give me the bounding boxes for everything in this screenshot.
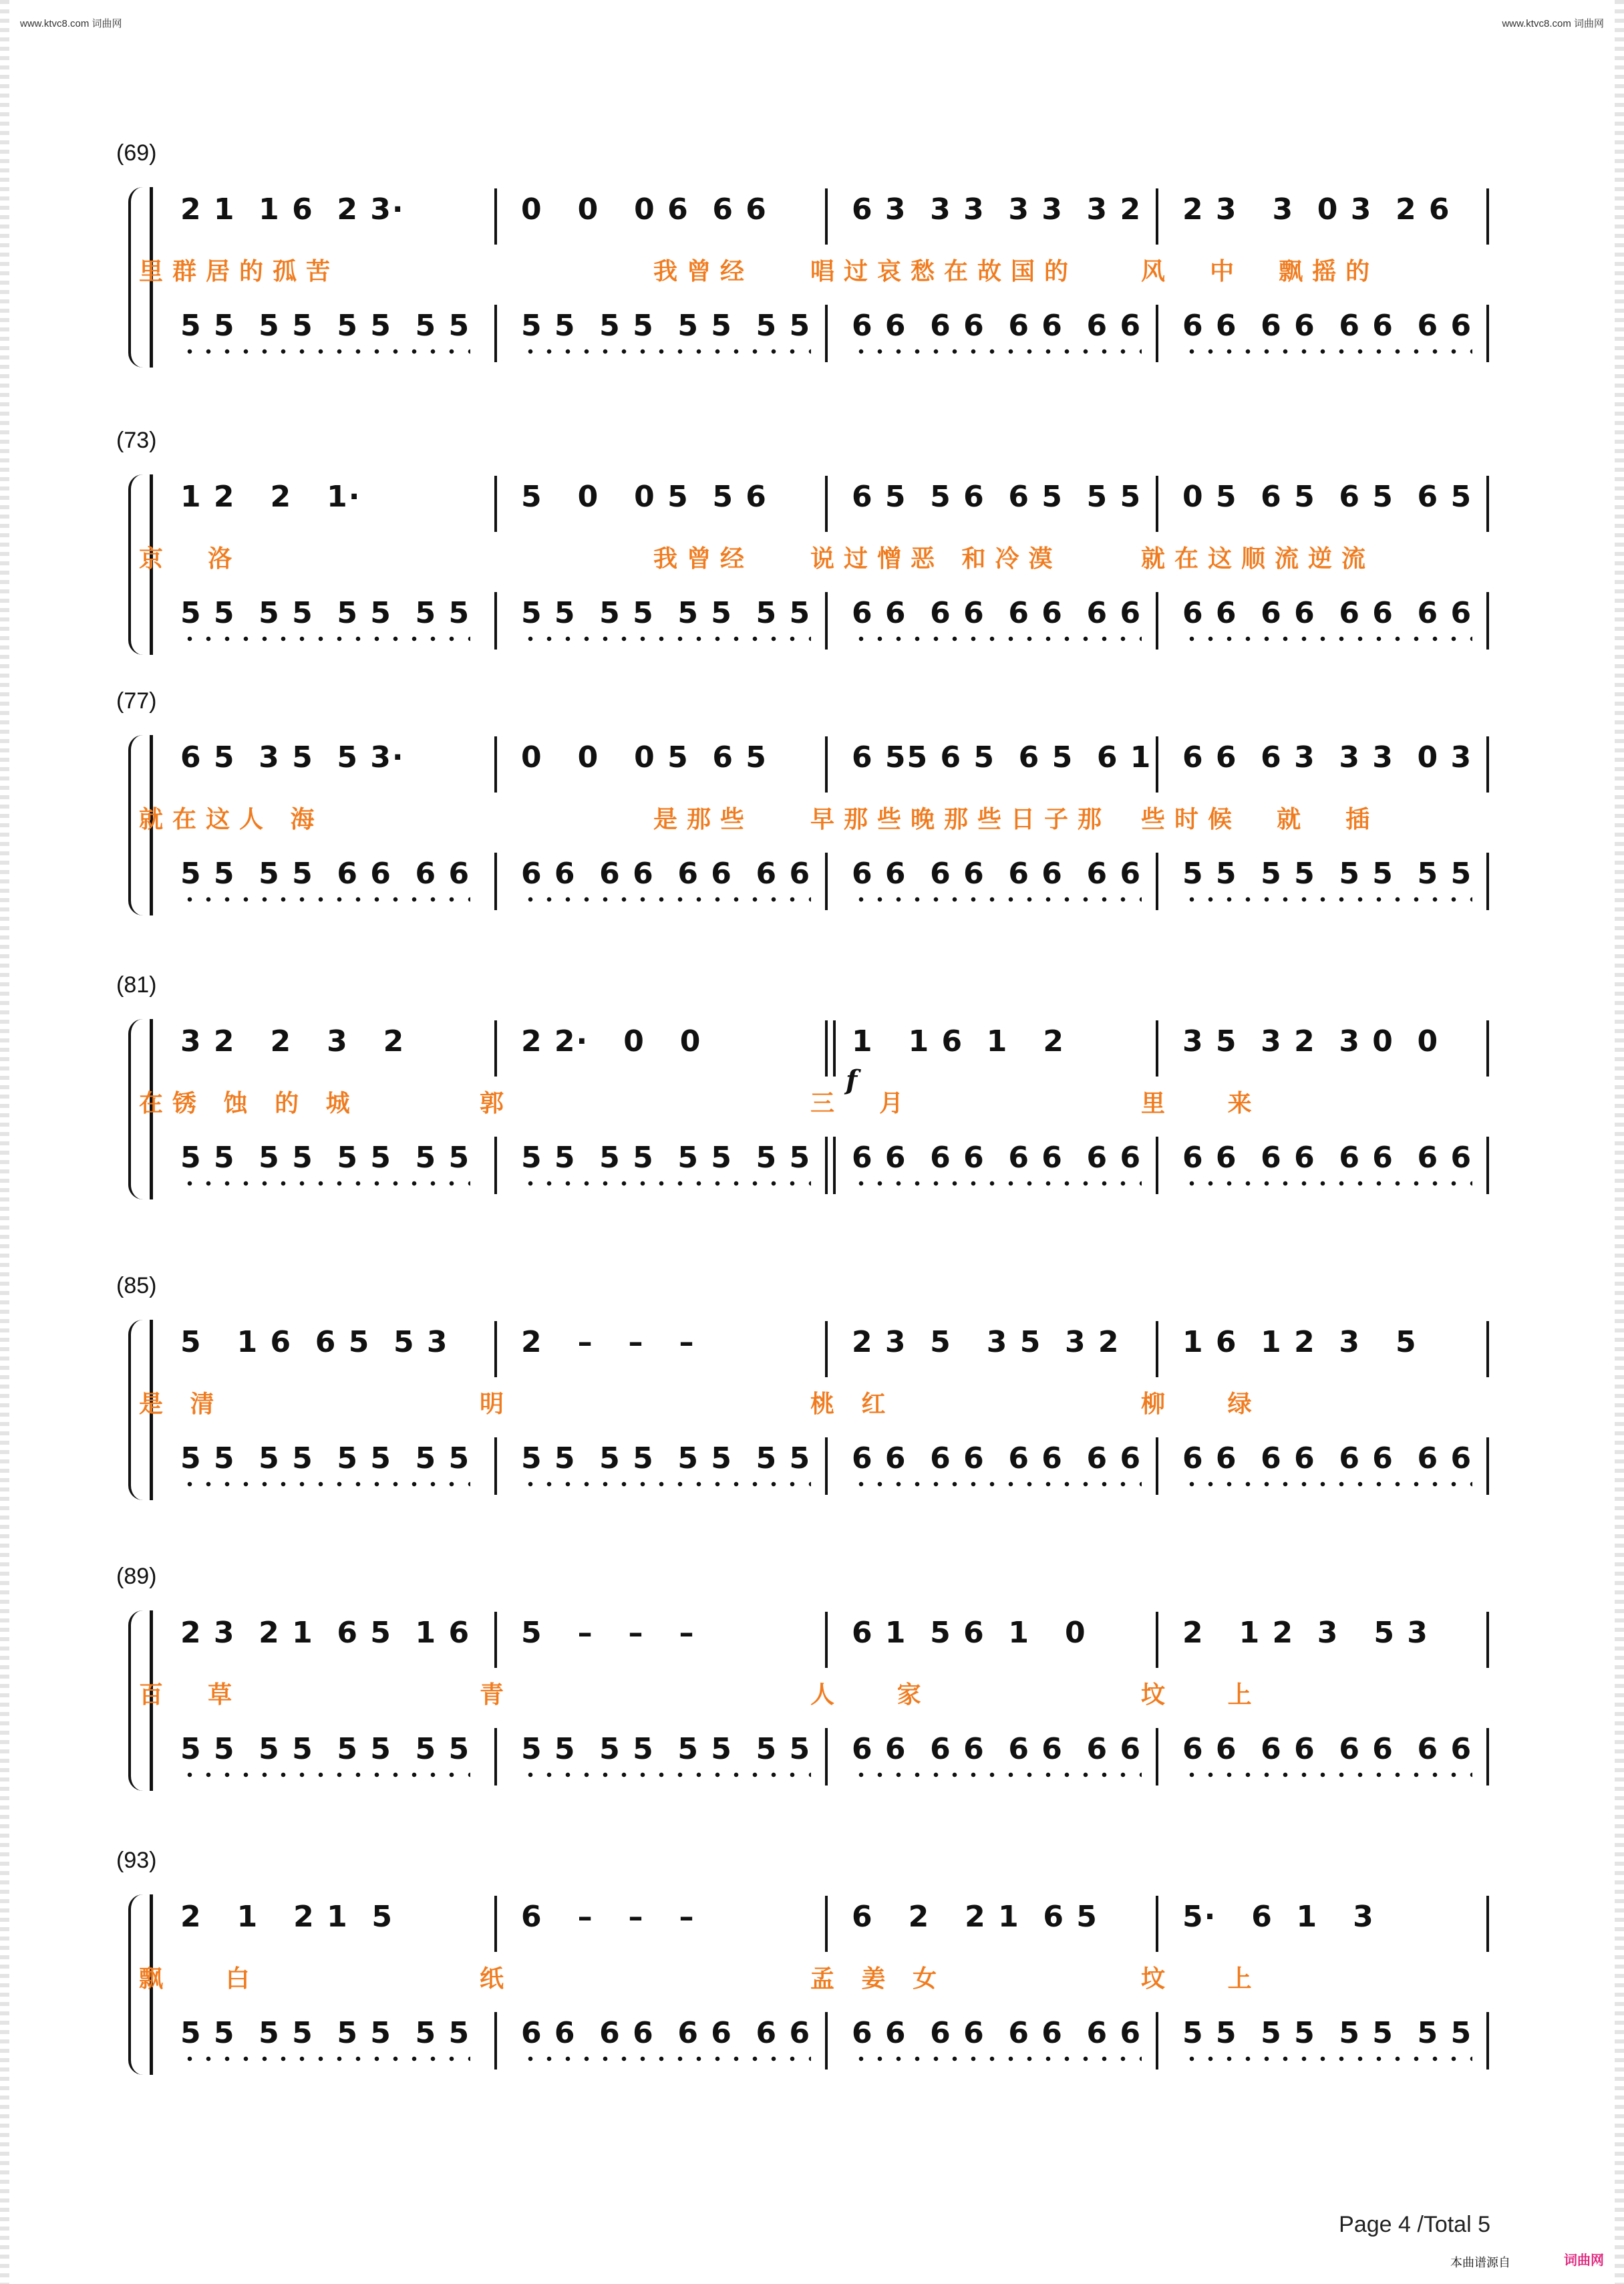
low-octave-dots (1182, 1771, 1472, 1787)
bass-notes: 5 5 5 5 5 5 5 5 (180, 1441, 471, 1475)
lyric-text: 坟 上 (1141, 1965, 1261, 1993)
bass-notes: 5 5 5 5 5 5 5 5 (180, 309, 471, 343)
low-octave-dots (521, 1179, 811, 1195)
barline (825, 1137, 828, 1194)
lyric-text: 风 中 飘摇的 (1141, 258, 1379, 285)
low-octave-dots (521, 1771, 811, 1787)
melody-measure: 3 2 2 3 2 (180, 1024, 405, 1058)
melody-measure: 6 3 3 3 3 3 3 2 (852, 192, 1142, 227)
bass-measure (180, 309, 470, 343)
low-octave-dots (521, 635, 811, 651)
lyric-text: 是 清 (139, 1391, 224, 1418)
barline (1486, 1321, 1489, 1377)
bass-notes: 5 5 5 5 6 6 6 6 (180, 857, 471, 891)
barline (1486, 592, 1489, 650)
low-octave-dots (852, 635, 1142, 651)
barline (1156, 305, 1158, 362)
bass-measure (852, 1141, 1142, 1175)
lyric-text: 百 草 (139, 1681, 242, 1709)
bass-measure (1182, 857, 1472, 891)
barline (1156, 1020, 1158, 1077)
site-logo: 词曲网 (1564, 2253, 1604, 2268)
barline (1156, 1896, 1158, 1952)
score-system (116, 972, 1496, 1213)
bass-notes: 6 6 6 6 6 6 6 6 (852, 1141, 1142, 1175)
low-octave-dots (1182, 347, 1472, 364)
lyric-text: 坟 上 (1141, 1681, 1261, 1709)
bass-notes: 6 6 6 6 6 6 6 6 (521, 857, 812, 891)
barline (494, 2012, 497, 2069)
barline (1486, 305, 1489, 362)
low-octave-dots (180, 1771, 470, 1787)
barline (494, 1612, 497, 1668)
low-octave-dots (1182, 1179, 1472, 1195)
lyric-text: 青 (480, 1681, 514, 1709)
barline (1156, 188, 1158, 245)
lyric-text: 柳 绿 (1141, 1391, 1261, 1418)
source-credit: 本曲谱源自 (1450, 2256, 1510, 2269)
bass-notes: 5 5 5 5 5 5 5 5 (180, 2016, 471, 2050)
barline (825, 188, 828, 245)
score-system (116, 140, 1496, 381)
header-site-right: www.ktvc8.com 词曲网 (1502, 18, 1604, 29)
low-octave-dots (852, 347, 1142, 364)
score-system (116, 1273, 1496, 1514)
lyric-text: 里 来 (1141, 1090, 1261, 1117)
low-octave-dots (180, 635, 470, 651)
barline (1156, 592, 1158, 650)
melody-measure: 2 1 2 3 5 3 (1182, 1616, 1429, 1650)
bass-measure (1182, 1732, 1472, 1766)
bass-notes: 6 6 6 6 6 6 6 6 (1182, 596, 1473, 630)
lyric-text: 在锈 蚀 的 城 (139, 1090, 359, 1117)
low-octave-dots (852, 1480, 1142, 1496)
bass-measure (1182, 2016, 1472, 2050)
barline (1486, 1612, 1489, 1668)
low-octave-dots (521, 895, 811, 911)
lyric-text: 郭 (480, 1090, 514, 1117)
barline (1486, 1437, 1489, 1495)
barline (494, 1896, 497, 1952)
header-site-left: www.ktvc8.com 词曲网 (20, 18, 122, 29)
melody-measure: 6 5 3 5 5 3· (180, 740, 405, 774)
barline (1156, 736, 1158, 793)
melody-measure: 1 1 6 1 2 (852, 1024, 1065, 1058)
melody-measure: 3 5 3 2 3 0 0 (1182, 1024, 1440, 1058)
melody-measure: 0 0 0 5 6 5 (521, 740, 768, 774)
lyric-text: 我曾经 (653, 545, 754, 573)
score-system (116, 688, 1496, 929)
bass-notes: 5 5 5 5 5 5 5 5 (1182, 2016, 1473, 2050)
low-octave-dots (1182, 895, 1472, 911)
bass-measure (852, 1441, 1142, 1475)
left-margin-strip (0, 0, 9, 2284)
bass-measure (180, 596, 470, 630)
right-margin-strip (1615, 0, 1624, 2284)
bass-measure (852, 596, 1142, 630)
lyric-text: 桃 红 (810, 1391, 895, 1418)
low-octave-dots (521, 1480, 811, 1496)
low-octave-dots (1182, 2055, 1472, 2071)
barline (825, 1321, 828, 1377)
bass-measure (1182, 596, 1472, 630)
lyric-text: 人 家 (810, 1681, 931, 1709)
barline (1486, 188, 1489, 245)
low-octave-dots (852, 1771, 1142, 1787)
lyric-text: 三 月 (810, 1090, 913, 1117)
low-octave-dots (852, 1179, 1142, 1195)
lyric-text: 早那些晚那些日子那 (810, 806, 1112, 833)
barline (825, 1020, 828, 1077)
barline (494, 1321, 497, 1377)
barline (494, 188, 497, 245)
bass-notes: 5 5 5 5 5 5 5 5 (521, 596, 812, 630)
barline (825, 476, 828, 532)
barline (494, 476, 497, 532)
barline (1156, 1612, 1158, 1668)
bass-measure (852, 1732, 1142, 1766)
barline (1156, 1728, 1158, 1786)
lyric-text: 纸 (480, 1965, 514, 1993)
lyric-text: 我曾经 (653, 258, 754, 285)
low-octave-dots (1182, 635, 1472, 651)
barline (825, 1437, 828, 1495)
bass-notes: 6 6 6 6 6 6 6 6 (852, 596, 1142, 630)
lyric-text: 就在这顺流逆流 (1141, 545, 1375, 573)
barline (494, 305, 497, 362)
barline (1156, 476, 1158, 532)
barline (1486, 2012, 1489, 2069)
barline (1156, 1137, 1158, 1194)
melody-measure: 2 3 5 3 5 3 2 (852, 1325, 1120, 1359)
melody-measure: 6 1 5 6 1 0 (852, 1616, 1087, 1650)
bass-notes: 6 6 6 6 6 6 6 6 (1182, 1732, 1473, 1766)
bass-notes: 5 5 5 5 5 5 5 5 (180, 1732, 471, 1766)
low-octave-dots (180, 347, 470, 364)
barline (494, 736, 497, 793)
bass-notes: 5 5 5 5 5 5 5 5 (521, 309, 812, 343)
measure-number: (85) (116, 1273, 157, 1298)
melody-measure: 2 – – – (521, 1325, 695, 1359)
bass-notes: 5 5 5 5 5 5 5 5 (180, 1141, 471, 1175)
low-octave-dots (521, 2055, 811, 2071)
lyric-text: 唱过哀愁在故国的 (810, 258, 1078, 285)
bass-measure (180, 1441, 470, 1475)
barline (1156, 2012, 1158, 2069)
low-octave-dots (180, 2055, 470, 2071)
barline (494, 1020, 497, 1077)
lyric-text: 里群居的孤苦 (139, 258, 340, 285)
lyric-text: 明 (480, 1391, 514, 1418)
bass-measure (180, 857, 470, 891)
bass-notes: 6 6 6 6 6 6 6 6 (852, 2016, 1142, 2050)
low-octave-dots (521, 347, 811, 364)
barline (825, 1612, 828, 1668)
bass-measure (852, 309, 1142, 343)
lyric-text: 京 洛 (139, 545, 242, 573)
barline (825, 305, 828, 362)
barline (825, 1896, 828, 1952)
barline (1486, 1728, 1489, 1786)
melody-measure: 2 1 1 6 2 3· (180, 192, 405, 227)
barline (1486, 1020, 1489, 1077)
barline (825, 853, 828, 910)
melody-measure: 0 0 0 6 6 6 (521, 192, 768, 227)
measure-number: (81) (116, 972, 157, 998)
melody-measure: 1 6 1 2 3 5 (1182, 1325, 1418, 1359)
bass-measure (180, 1732, 470, 1766)
bass-measure (521, 857, 811, 891)
bass-notes: 6 6 6 6 6 6 6 6 (852, 309, 1142, 343)
melody-measure: 6 5 5 6 6 5 5 5 (852, 480, 1142, 514)
bass-notes: 5 5 5 5 5 5 5 5 (521, 1732, 812, 1766)
measure-number: (77) (116, 688, 157, 714)
melody-measure: 2 3 2 1 6 5 1 6 (180, 1616, 471, 1650)
barline (494, 853, 497, 910)
bass-notes: 6 6 6 6 6 6 6 6 (852, 1732, 1142, 1766)
lyric-text: 说过憎恶 和冷漠 (810, 545, 1062, 573)
bass-measure (1182, 1141, 1472, 1175)
score-system (116, 428, 1496, 668)
barline (1156, 853, 1158, 910)
bass-measure (521, 309, 811, 343)
melody-measure: 6 6 6 3 3 3 0 3 (1182, 740, 1473, 774)
melody-measure: 0 5 6 5 6 5 6 5 (1182, 480, 1473, 514)
barline (1156, 1437, 1158, 1495)
barline (1486, 476, 1489, 532)
bass-measure (852, 2016, 1142, 2050)
low-octave-dots (180, 1480, 470, 1496)
bass-measure (180, 1141, 470, 1175)
measure-number: (93) (116, 1848, 157, 1873)
barline (825, 736, 828, 793)
low-octave-dots (180, 1179, 470, 1195)
measure-number: (73) (116, 428, 157, 453)
bass-notes: 6 6 6 6 6 6 6 6 (852, 1441, 1142, 1475)
bass-notes: 6 6 6 6 6 6 6 6 (521, 2016, 812, 2050)
low-octave-dots (1182, 1480, 1472, 1496)
barline (1156, 1321, 1158, 1377)
melody-measure: 6 – – – (521, 1900, 695, 1934)
barline (1486, 1137, 1489, 1194)
bass-notes: 6 6 6 6 6 6 6 6 (1182, 309, 1473, 343)
barline (494, 1728, 497, 1786)
score-system (116, 1564, 1496, 1804)
bass-notes: 5 5 5 5 5 5 5 5 (521, 1441, 812, 1475)
measure-number: (89) (116, 1564, 157, 1589)
bass-measure (521, 596, 811, 630)
melody-measure: 6 55 6 5 6 5 6 1 (852, 740, 1152, 774)
bass-measure (1182, 309, 1472, 343)
melody-measure: 1 2 2 1· (180, 480, 361, 514)
bass-notes: 5 5 5 5 5 5 5 5 (180, 596, 471, 630)
barline (1486, 736, 1489, 793)
bass-measure (180, 2016, 470, 2050)
lyric-text: 就在这人 海 (139, 806, 324, 833)
melody-measure: 5 – – – (521, 1616, 695, 1650)
melody-measure: 6 2 2 1 6 5 (852, 1900, 1098, 1934)
low-octave-dots (852, 895, 1142, 911)
bass-notes: 5 5 5 5 5 5 5 5 (1182, 857, 1473, 891)
barline (1486, 853, 1489, 910)
melody-measure: 2 1 2 1 5 (180, 1900, 393, 1934)
barline (825, 2012, 828, 2069)
melody-measure: 2 3 3 0 3 2 6 (1182, 192, 1451, 227)
dynamic-forte-mark: f (846, 1064, 858, 1096)
bass-notes: 6 6 6 6 6 6 6 6 (1182, 1441, 1473, 1475)
low-octave-dots (180, 895, 470, 911)
melody-measure: 2 2· 0 0 (521, 1024, 702, 1058)
lyric-text: 飘 白 (139, 1965, 259, 1993)
bass-notes: 6 6 6 6 6 6 6 6 (852, 857, 1142, 891)
melody-measure: 5 1 6 6 5 5 3 (180, 1325, 449, 1359)
barline (1486, 1896, 1489, 1952)
bass-measure (521, 1141, 811, 1175)
page-indicator: Page 4 /Total 5 (1339, 2212, 1490, 2237)
low-octave-dots (852, 2055, 1142, 2071)
barline (494, 1437, 497, 1495)
bass-measure (1182, 1441, 1472, 1475)
bass-notes: 6 6 6 6 6 6 6 6 (1182, 1141, 1473, 1175)
bass-measure (852, 857, 1142, 891)
bass-measure (521, 1441, 811, 1475)
barline (494, 1137, 497, 1194)
lyric-text: 些时候 就 插 (1141, 806, 1379, 833)
score-system (116, 1848, 1496, 2088)
bass-notes: 5 5 5 5 5 5 5 5 (521, 1141, 812, 1175)
measure-number: (69) (116, 140, 157, 166)
barline (825, 1728, 828, 1786)
barline (494, 592, 497, 650)
melody-measure: 5 0 0 5 5 6 (521, 480, 768, 514)
melody-measure: 5· 6 1 3 (1182, 1900, 1375, 1934)
bass-measure (521, 1732, 811, 1766)
lyric-text: 孟 姜 女 (810, 1965, 947, 1993)
barline (825, 592, 828, 650)
lyric-text: 是那些 (653, 806, 754, 833)
bass-measure (521, 2016, 811, 2050)
